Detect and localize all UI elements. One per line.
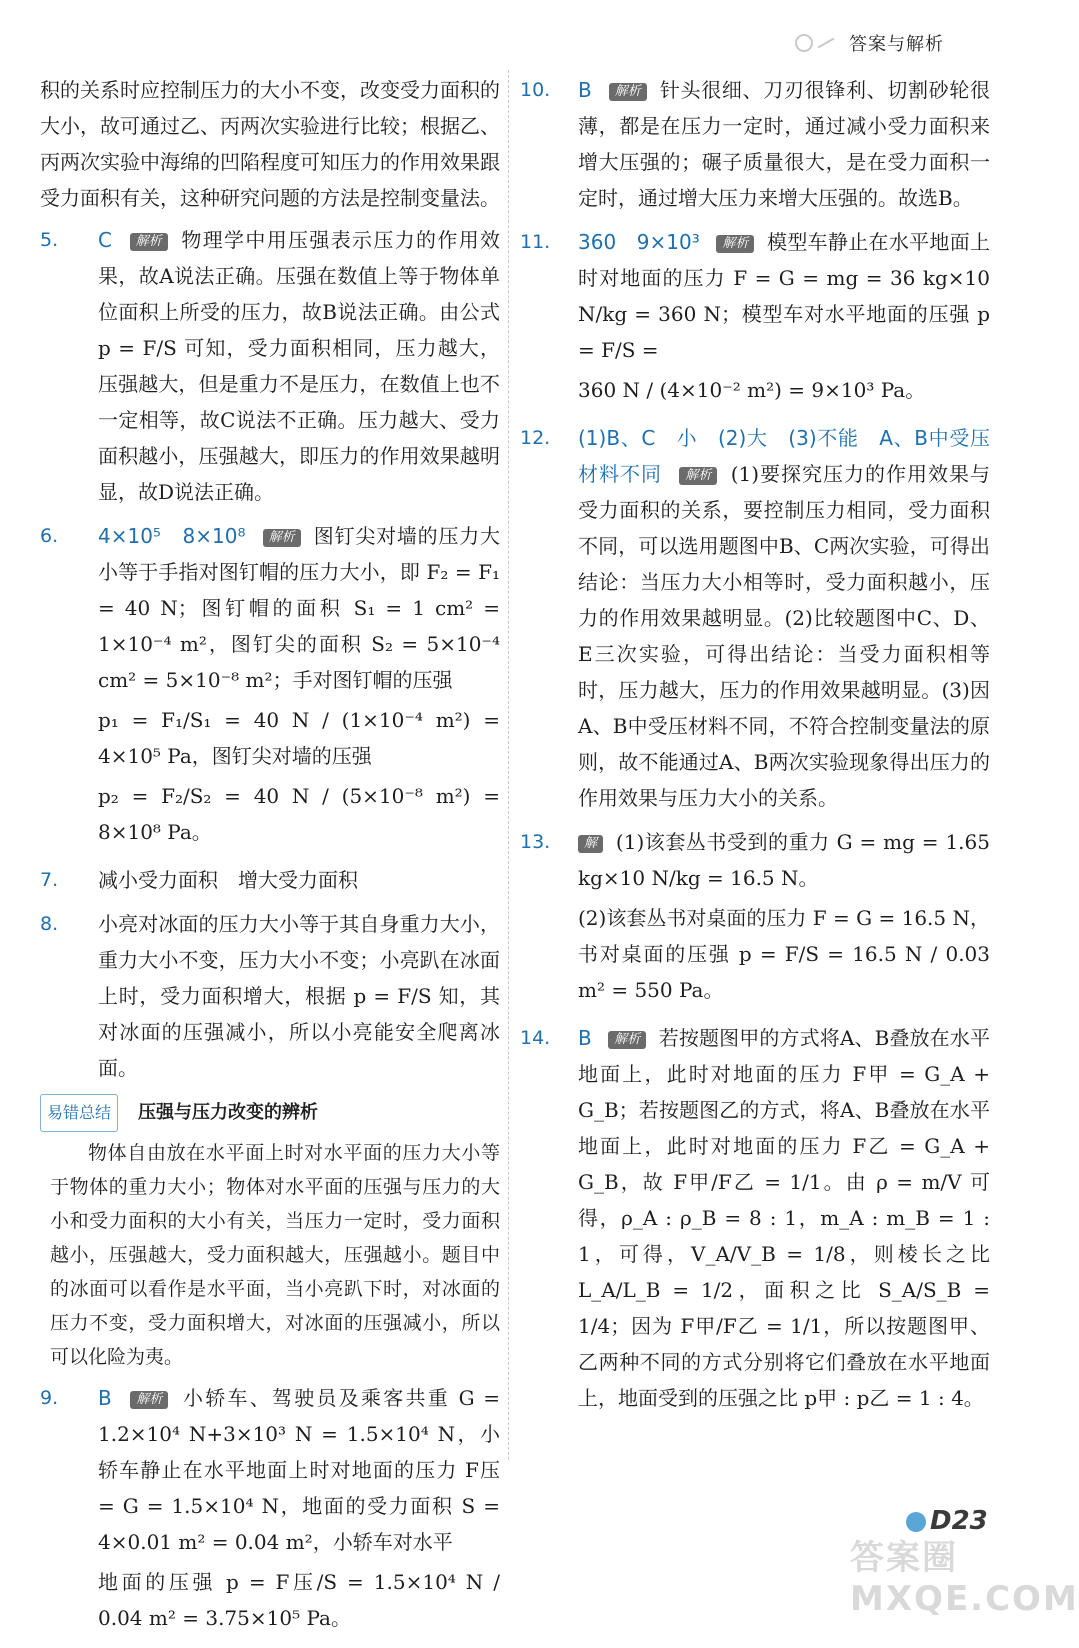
question-number: 14. (520, 1027, 551, 1049)
analysis-tag: 解析 (716, 235, 754, 253)
solution-part-2: (2)该套丛书对桌面的压力 F = G = 16.5 N，书对桌面的压强 p = F/S = 16.5 N / 0.03 m² = 550 Pa。 (578, 906, 990, 1002)
equation: 360 N / (4×10⁻² m²) = 9×10³ Pa。 (578, 378, 926, 402)
answer: B (578, 1026, 592, 1050)
answer: C (98, 228, 112, 252)
question-number: 11. (520, 231, 551, 253)
answer: 360 9×10³ (578, 230, 700, 254)
summary-title: 压强与压力改变的辨析 (138, 1102, 319, 1123)
page-header (795, 30, 944, 56)
header-title: 答案与解析 (849, 34, 944, 55)
summary-tag: 易错总结 (40, 1094, 118, 1132)
question-12 (520, 420, 990, 816)
question-9 (40, 1380, 500, 1640)
question-number: 9. (40, 1387, 59, 1409)
explanation: (1)要探究压力的作用效果与受力面积的关系，要控制压力相同，受力面积不同，可以选用题图中B、C两次实验，可得出结论：当压力大小相等时，受力面积越小，压力的作用效果越明显。(2)比较题图中C、D、E三次实验，可得出结论：当受力面积相等时，压力越大，压力的作用效果越明显。(3)因A、B中受压材料不同，不符合控制变量法的原则，故不能通过A、B两次实验现象得出压力的作用效果与压力大小的关系。 (578, 462, 990, 810)
question-14 (520, 1020, 990, 1416)
continued-text: 积的关系时应控制压力的大小不变，改变受力面积的大小，故可通过乙、丙两次实验进行比较；根据乙、丙两次实验中海绵的凹陷程度可知压力的作用效果跟受力面积有关，这种研究问题的方法是控制变量法。 (40, 78, 500, 210)
question-number: 13. (520, 831, 551, 853)
page-marker-icon (906, 1512, 926, 1532)
question-number: 12. (520, 427, 551, 449)
analysis-tag: 解析 (130, 233, 168, 251)
explanation: 针头很细、刀刃很锋利、切割砂轮很薄，都是在压力一定时，通过减小受力面积来增大压强的；碾子质量很大，是在受力面积一定时，通过增大压力来增大压强的。故选B。 (578, 78, 991, 210)
explanation: 小轿车、驾驶员及乘客共重 G = 1.2×10⁴ N+3×10³ N = 1.5×10⁴ N，小轿车静止在水平地面上时对地面的压力 F压 = G = 1.5×10⁴ N，地面的受力面积 S = 4×0.01 m² = 0.04 m²，小轿车对水平 (98, 1386, 501, 1554)
question-13 (520, 824, 990, 1012)
answer: 4×10⁵ 8×10⁸ (98, 524, 246, 548)
answer: B (578, 78, 592, 102)
equation: 地面的压强 p = F压/S = 1.5×10⁴ N / 0.04 m² = 3.75×10⁵ Pa。 (98, 1570, 500, 1630)
explanation: 若按题图甲的方式将A、B叠放在水平地面上，此时对地面的压力 F甲 = G_A + G_B；若按题图乙的方式，将A、B叠放在水平地面上，此时对地面的压力 F乙 = G_A + G_B，故 F甲/F乙 = 1/1。由 ρ = m/V 可得，ρ_A : ρ_B = 8 : 1，m_A : m_B = 1 : 1，可得，V_A/V_B = 1/8，则棱长之比 L_A/L_B = 1/2，面积之比 S_A/S_B = 1/4；因为 F甲/F乙 = 1/1，所以按题图甲、乙两种不同的方式分别将它们叠放在水平地面上，地面受到的压强之比 p甲 : p乙 = 1 : 4。 (578, 1026, 991, 1410)
question-5 (40, 222, 500, 510)
explanation: 图钉尖对墙的压力大小等于手指对图钉帽的压力大小，即 F₂ = F₁ = 40 N；图钉帽的面积 S₁ = 1 cm² = 1×10⁻⁴ m²，图钉尖的面积 S₂ = 5×10⁻⁴ cm² = 5×10⁻⁸ m²；手对图钉帽的压强 (98, 524, 501, 692)
solution-tag: 解 (578, 835, 603, 853)
right-column (520, 72, 990, 1424)
explanation: 物理学中用压强表示压力的作用效果，故A说法正确。压强在数值上等于物体单位面积上所受的压力，故B说法正确。由公式 p = F/S 可知，受力面积相同，压力越大，压强越大，但是重力不是压力，在数值上也不一定相等，故C说法不正确。压力越大、受力面积越小，压强越大，即压力的作用效果越明显，故D说法正确。 (98, 228, 501, 504)
question-7 (40, 862, 500, 898)
answer: 减小受力面积 增大受力面积 (98, 868, 358, 892)
equation: p₂ = F₂/S₂ = 40 N / (5×10⁻⁸ m²) = 8×10⁸ Pa。 (98, 784, 500, 844)
question-number: 6. (40, 525, 59, 547)
summary-text: 物体自由放在水平面上时对水平面的压力大小等于物体的重力大小；物体对水平面的压强与压力的大小和受力面积的大小有关，当压力一定时，受力面积越小，压强越大，受力面积越大，压强越小。题目中的冰面可以看作是水平面，当小亮趴下时，对冰面的压力不变，受力面积增大，对冰面的压强减小，所以可以化险为夷。 (50, 1142, 500, 1368)
question-11 (520, 224, 990, 412)
analysis-tag: 解析 (608, 1031, 646, 1049)
column-divider (508, 70, 509, 1460)
explanation: 小亮对冰面的压力大小等于其自身重力大小，重力大小不变，压力大小不变；小亮趴在冰面上时，受力面积增大，根据 p = F/S 知，其对冰面的压强减小，所以小亮能安全爬离冰面。 (98, 912, 500, 1080)
explanation: 模型车静止在水平地面上时对地面的压力 F = G = mg = 36 kg×10 N/kg = 360 N；模型车对水平地面的压强 p = F/S = (578, 230, 991, 362)
question-number: 7. (40, 869, 59, 891)
answer: B (98, 1386, 112, 1410)
analysis-tag: 解析 (130, 1391, 168, 1409)
page-number: D23 (930, 1506, 988, 1536)
watermark: 答案圈 MXQE.COM (850, 1538, 1079, 1619)
solution-part-1: (1)该套丛书受到的重力 G = mg = 1.65 kg×10 N/kg = 16.5 N。 (578, 830, 990, 890)
question-8 (40, 906, 500, 1086)
equation: p₁ = F₁/S₁ = 40 N / (1×10⁻⁴ m²) = 4×10⁵ Pa，图钉尖对墙的压强 (98, 708, 500, 768)
analysis-tag: 解析 (679, 467, 717, 485)
question-6 (40, 518, 500, 854)
question-number: 8. (40, 913, 59, 935)
question-10 (520, 72, 990, 216)
summary-header (40, 1094, 500, 1132)
analysis-tag: 解析 (609, 83, 647, 101)
question-number: 10. (520, 79, 551, 101)
decor-icon (795, 34, 835, 52)
answer: (1)B、C 小 (2)大 (3)不能 A、B中受压材料不同 (578, 426, 990, 486)
question-number: 5. (40, 229, 59, 251)
left-column (40, 72, 500, 1648)
analysis-tag: 解析 (263, 529, 301, 547)
